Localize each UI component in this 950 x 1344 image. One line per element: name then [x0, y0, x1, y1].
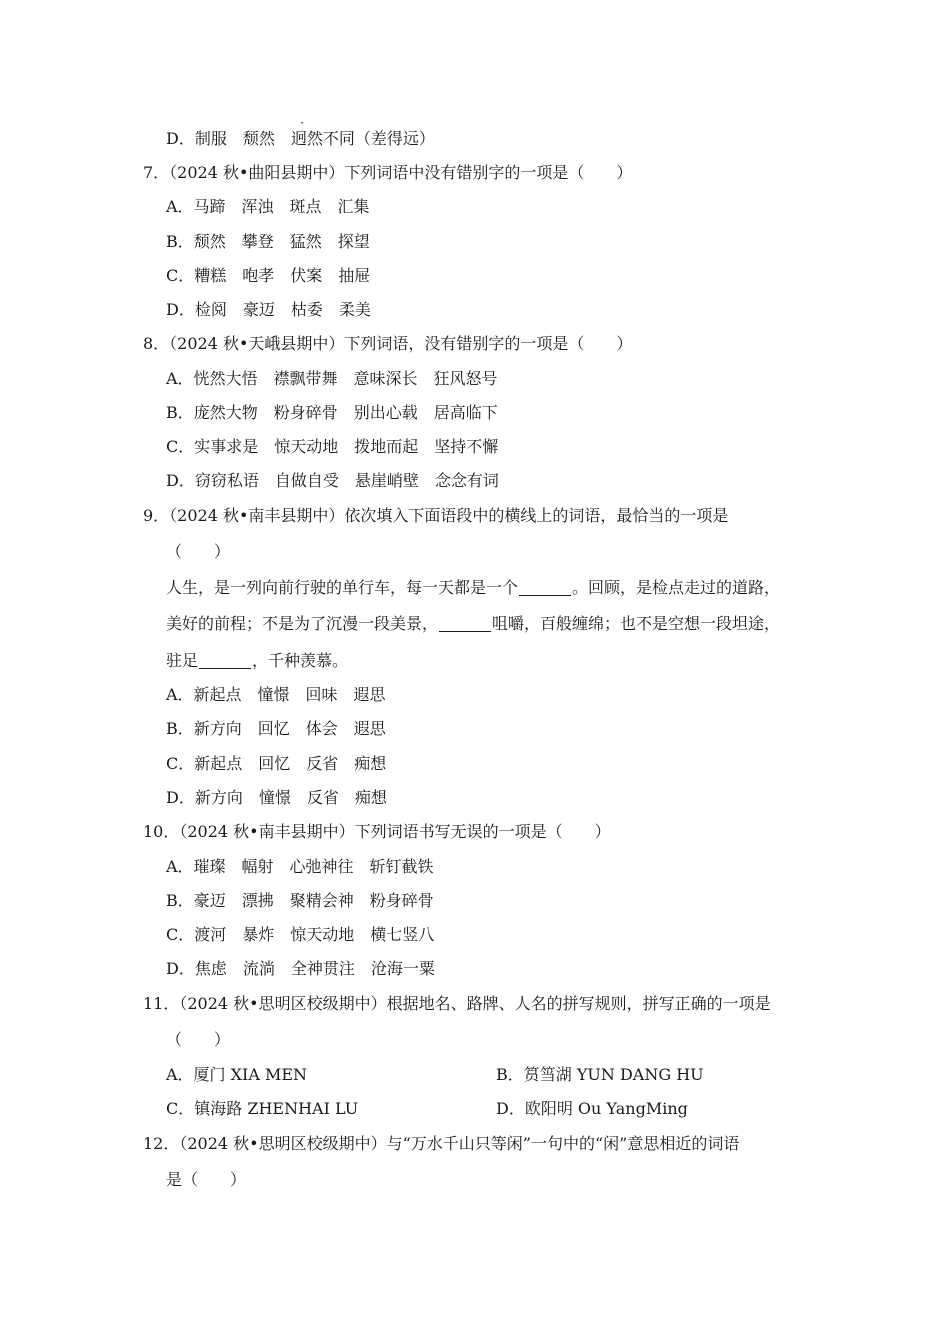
- fill-blank-3: [199, 652, 251, 669]
- q11-option-a: A．厦门 XIA MEN: [166, 1065, 308, 1084]
- q9-option-b: B．新方向 回忆 体会 遐思: [166, 719, 386, 738]
- q10-option-c: C．渡河 暴炸 惊天动地 横七竖八: [166, 925, 435, 944]
- q12-stem: 12．（2024 秋•思明区校级期中）与“万水千山只等闲”一句中的“闲”意思相近的词语: [143, 1134, 740, 1153]
- q8-option-a: A．恍然大悟 襟飘带舞 意味深长 狂风怒号: [166, 369, 498, 388]
- q11-answer-paren: （ ）: [166, 1030, 231, 1049]
- q9-stem: 9．（2024 秋•南丰县期中）依次填入下面语段中的横线上的词语，最恰当的一项是: [143, 506, 729, 525]
- q8-option-d: D．窃窃私语 自做自受 悬崖峭壁 念念有词: [166, 471, 499, 490]
- q9-option-d: D．新方向 憧憬 反省 痴想: [166, 788, 387, 807]
- q9-passage-line-3: [166, 650, 348, 672]
- q9-answer-paren: （ ）: [166, 542, 231, 561]
- q9-passage-text: 驻足: [166, 651, 199, 670]
- q8-option-c: C．实事求是 惊天动地 拨地而起 坚持不懈: [166, 437, 499, 456]
- q9-passage-text: 。回顾，是检点走过的道路，: [572, 578, 781, 597]
- q9-option-c: C．新起点 回忆 反省 痴想: [166, 754, 387, 773]
- q11-option-d: D．欧阳明 Ou YangMing: [496, 1099, 688, 1118]
- q8-stem: 8．（2024 秋•天峨县期中）下列词语，没有错别字的一项是（ ）: [143, 334, 633, 353]
- q9-passage-text: 咀嚼，百般缠绵；也不是空想一段坦途，: [492, 614, 781, 633]
- q11-option-c: C．镇海路 ZHENHAI LU: [166, 1099, 359, 1118]
- q6-option-d: D．制服 颓然 迥然不同（差得远）: [166, 129, 435, 148]
- q7-option-b: B．颓然 攀登 猛然 探望: [166, 232, 370, 251]
- q9-passage-line-2: [166, 613, 780, 635]
- q9-passage-text: 人生，是一列向前行驶的单行车，每一天都是一个: [166, 578, 519, 597]
- emphasis-dot: ·: [300, 116, 304, 130]
- q7-option-c: C．糟糕 咆孝 伏案 抽屉: [166, 266, 371, 285]
- q11-option-b: B．筼筜湖 YUN DANG HU: [496, 1065, 704, 1084]
- q9-option-a: A．新起点 憧憬 回味 遐思: [166, 685, 386, 704]
- q7-option-d: D．检阅 豪迈 枯委 柔美: [166, 300, 371, 319]
- q9-passage-line-1: [166, 577, 780, 599]
- q10-option-d: D．焦虑 流淌 全神贯注 沧海一粟: [166, 959, 435, 978]
- q11-stem: 11．（2024 秋•思明区校级期中）根据地名、路牌、人名的拼写规则，拼写正确的一项是: [143, 994, 771, 1013]
- fill-blank-1: [519, 579, 571, 596]
- q12-stem-continued: 是（ ）: [166, 1170, 247, 1189]
- q10-option-a: A．璀璨 幅射 心弛神往 斩钉截铁: [166, 857, 434, 876]
- q9-passage-text: ，千种羡慕。: [252, 651, 349, 670]
- q10-stem: 10．（2024 秋•南丰县期中）下列词语书写无误的一项是（ ）: [143, 822, 611, 841]
- q8-option-b: B．庞然大物 粉身碎骨 别出心载 居高临下: [166, 403, 498, 422]
- q7-option-a: A．马蹄 浑浊 斑点 汇集: [166, 197, 370, 216]
- q7-stem: 7．（2024 秋•曲阳县期中）下列词语中没有错别字的一项是（ ）: [143, 163, 633, 182]
- q10-option-b: B．豪迈 漂拂 聚精会神 粉身碎骨: [166, 891, 434, 910]
- fill-blank-2: [439, 615, 491, 632]
- q9-passage-text: 美好的前程；不是为了沉漫一段美景，: [166, 614, 439, 633]
